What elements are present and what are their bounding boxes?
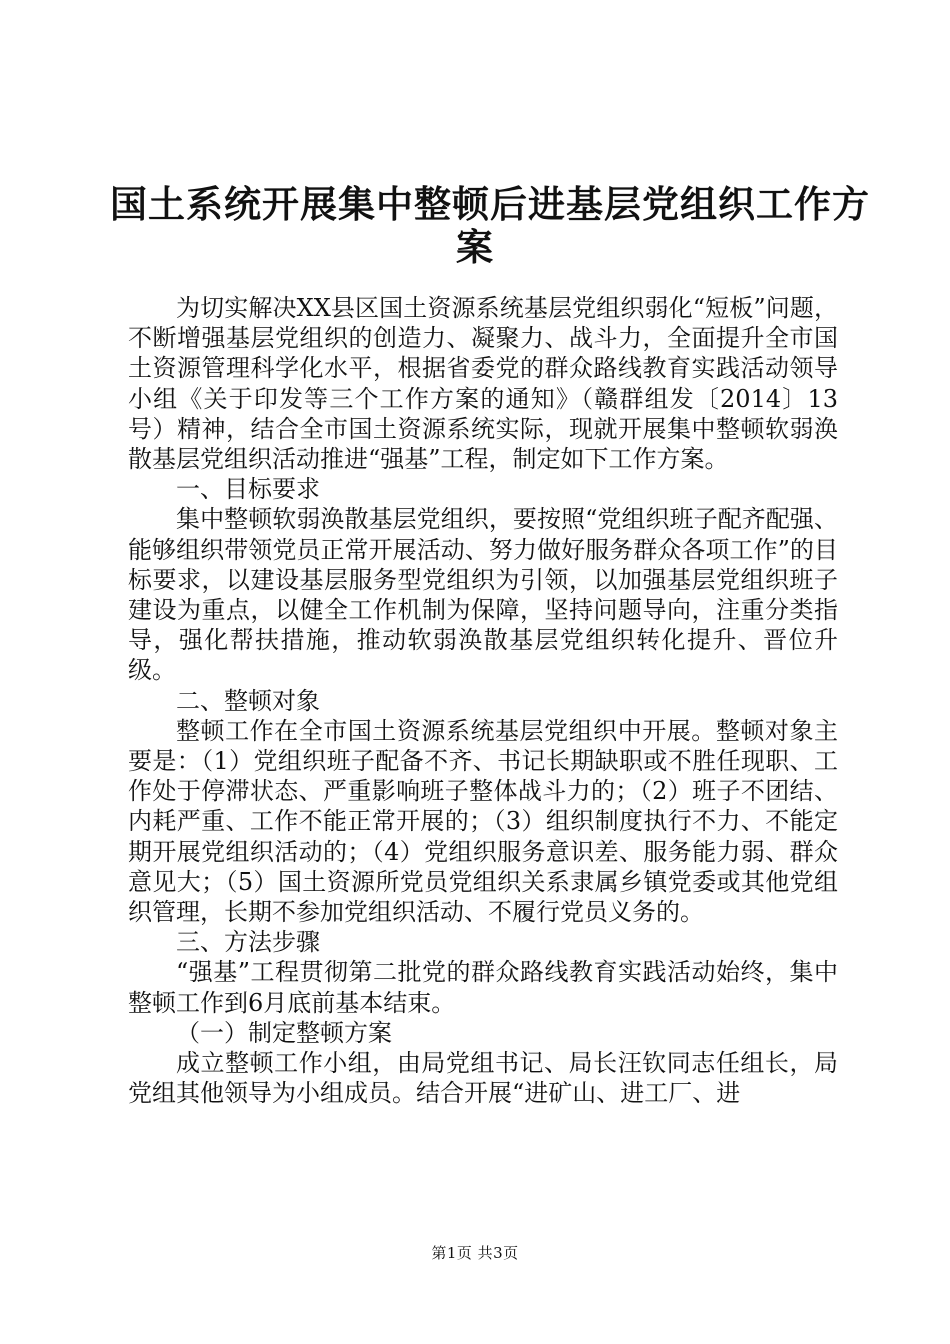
methods-paragraph: “强基”工程贯彻第二批党的群众路线教育实践活动始终，集中整顿工作到6月底前基本结束。 xyxy=(128,958,838,1017)
targets-paragraph: 整顿工作在全市国土资源系统基层党组织中开展。整顿对象主要是：（1）党组织班子配备不齐、书记长期缺职或不胜任现职、工作处于停滞状态、严重影响班子整体战斗力的；（2）班子不团结、内耗严重、工作不能正常开展的；（3）组织制度执行不力、不能定期开展党组织活动的；（4）党组织服务意识差、服务能力弱、群众意见大；（5）国土资源所党员党组织关系隶属乡镇党委或其他党组织管理，长期不参加党组织活动、不履行党员义务的。 xyxy=(128,716,838,927)
document-title-line-2: 案 xyxy=(456,226,494,269)
page-footer: 第1页 共3页 xyxy=(431,1244,519,1262)
subsection-heading-plan: （一）制定整顿方案 xyxy=(176,1018,392,1047)
document-title-line-1: 国土系统开展集中整顿后进基层党组织工作方 xyxy=(110,183,870,226)
goals-paragraph: 集中整顿软弱涣散基层党组织，要按照“党组织班子配齐配强、能够组织带领党员正常开展活动、努力做好服务群众各项工作”的目标要求，以建设基层服务型党组织为引领，以加强基层党组织班子建设为重点，以健全工作机制为保障，坚持问题导向，注重分类指导，强化帮扶措施，推动软弱涣散基层党组织转化提升、晋位升级。 xyxy=(128,505,838,685)
section-heading-targets: 二、整顿对象 xyxy=(176,686,320,715)
plan-paragraph: 成立整顿工作小组，由局党组书记、局长汪钦同志任组长，局党组其他领导为小组成员。结合开展“进矿山、进工厂、进 xyxy=(128,1049,838,1108)
section-heading-methods: 三、方法步骤 xyxy=(176,928,320,957)
section-heading-goals: 一、目标要求 xyxy=(176,475,320,504)
intro-paragraph: 为切实解决XX县区国土资源系统基层党组织弱化“短板”问题，不断增强基层党组织的创造力、凝聚力、战斗力，全面提升全市国土资源管理科学化水平，根据省委党的群众路线教育实践活动领导小组《关于印发等三个工作方案的通知》（赣群组发〔2014〕13号）精神，结合全市国土资源系统实际，现就开展集中整顿软弱涣散基层党组织活动推进“强基”工程，制定如下工作方案。 xyxy=(128,294,838,474)
document-body xyxy=(128,293,838,1108)
